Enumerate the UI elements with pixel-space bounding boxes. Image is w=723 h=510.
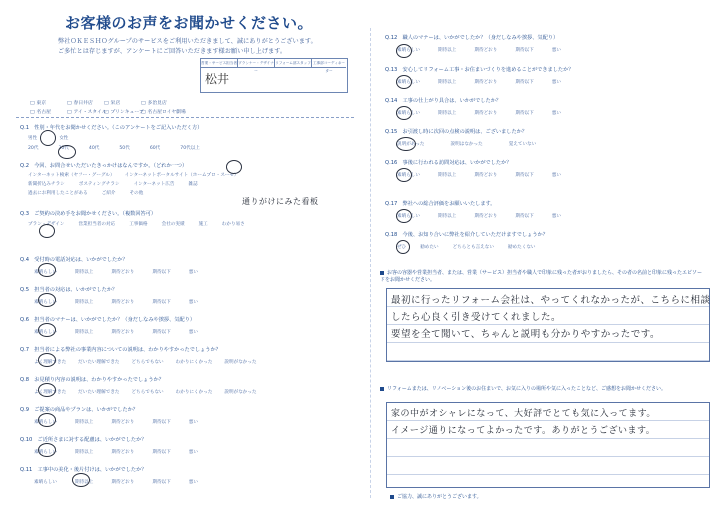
option[interactable]: 悪い: [188, 330, 198, 335]
option[interactable]: 過去にお利用したことがある: [28, 191, 88, 196]
option[interactable]: 60代: [149, 146, 161, 151]
option[interactable]: 期待以上: [437, 173, 457, 178]
store-checkbox[interactable]: □ アイ・スタイル: [67, 108, 100, 115]
option[interactable]: 素晴らしい: [34, 330, 57, 335]
question-block: [385, 200, 715, 231]
question-options: [28, 145, 360, 151]
option[interactable]: 期待以上: [437, 80, 457, 85]
option[interactable]: 説明はなかった: [450, 142, 483, 147]
question-text: Q.10 ご近所さまに対する配慮は、いかがでしたか？: [20, 437, 147, 443]
answer-circle: [58, 145, 76, 159]
option[interactable]: ご紹介: [101, 191, 116, 196]
staff-signature: 松井: [205, 72, 230, 86]
option[interactable]: その他: [129, 191, 144, 196]
option[interactable]: 素晴らしい: [397, 80, 420, 85]
question-block: [20, 376, 360, 406]
answer-circle: [38, 353, 56, 367]
question-text: Q.8 お見積り内容の説明は、わかりやすかったでしょうか？: [20, 377, 164, 383]
store-checkbox[interactable]: □ 名古屋: [30, 108, 63, 115]
question-text: Q.15 お引渡し時に次回の点検の説明は、ございましたか？: [385, 129, 528, 135]
intro-line-2: ご多忙とは存じますが、アンケートにご回答いただきます様お願い申し上げます。: [58, 48, 287, 55]
answer-circle: [396, 168, 412, 182]
question-options: [397, 213, 715, 219]
comment-1-line-3: 要望を全て聞いて、ちゃんと説明も分かりやすかったです。: [391, 329, 661, 340]
option[interactable]: 素晴らしい: [397, 111, 420, 116]
option[interactable]: 悪い: [551, 111, 561, 116]
option[interactable]: 期待以上: [74, 420, 94, 425]
store-checkbox[interactable]: □ 名古屋ロイヤ劇場: [141, 108, 174, 115]
right-questions: [385, 34, 715, 262]
stamp-col: リフォーム部スタッフ: [275, 59, 312, 68]
option[interactable]: プラン・デザイン: [28, 222, 65, 227]
intro-line-1: 弊社ＯＫＥＳＨＯグループのサービスをご利用いただきまして、誠にありがとうございます。: [58, 38, 317, 45]
question-text: Q.18 今後、お知り合いに弊社を紹介していただけますでしょうか？: [385, 232, 548, 238]
answer-circle: [40, 130, 56, 146]
option[interactable]: 期待どおり: [111, 270, 135, 275]
option[interactable]: 期待以下: [152, 270, 171, 275]
option[interactable]: 期待以下: [152, 420, 171, 425]
option[interactable]: 新聞折込みチラシ: [28, 182, 65, 187]
question-text: Q.7 担当者による弊社の事業内容についての説明は、わかりやすかったでしょうか？: [20, 347, 221, 353]
question-text: Q.13 安心してリフォーム工事・お住まいづくりを進めることができましたか？: [385, 67, 574, 73]
option[interactable]: 会社の実績: [161, 222, 185, 227]
answer-circle: [396, 209, 412, 223]
option[interactable]: わかり易さ: [221, 222, 245, 227]
option[interactable]: 30代: [58, 146, 69, 151]
comment-1-line-2: したら心良く引き受けてくれました。: [391, 312, 562, 323]
option[interactable]: 期待以下: [515, 48, 534, 53]
question-block: [20, 466, 360, 496]
question-text: Q.14 工事の仕上がり具合は、いかがでしたか？: [385, 98, 502, 104]
question-block: [20, 210, 360, 248]
option[interactable]: ぜひ: [397, 245, 407, 250]
answer-circle: [396, 106, 412, 120]
option[interactable]: インターネット広告: [133, 182, 175, 187]
question-block: [20, 316, 360, 346]
option[interactable]: どちらでもない: [131, 360, 164, 365]
stamp-col: プランナー・デザイナー: [238, 61, 274, 73]
option[interactable]: 悪い: [188, 300, 198, 305]
option[interactable]: 勧めたくない: [507, 245, 536, 250]
option[interactable]: 素晴らしい: [34, 450, 57, 455]
option[interactable]: だいたい理解できた: [78, 360, 120, 365]
option[interactable]: 素晴らしい: [34, 300, 57, 305]
store-checkbox[interactable]: □ 多治見店: [141, 99, 174, 106]
option[interactable]: 期待どおり: [474, 214, 498, 219]
question-block: [385, 34, 715, 66]
option[interactable]: 期待以上: [437, 111, 457, 116]
option[interactable]: 期待以下: [152, 300, 171, 305]
option[interactable]: 素晴らしい: [34, 480, 57, 485]
question-block: [385, 231, 715, 262]
question-block: [385, 66, 715, 97]
option[interactable]: ポスティングチラシ: [78, 182, 120, 187]
bullet-square-icon: [390, 495, 394, 499]
left-questions: [20, 124, 360, 248]
question-options: [397, 141, 715, 147]
question-text: Q.1 性別・年代をお聞かせください。（このアンケートをご記入いただく方）: [20, 125, 203, 131]
option[interactable]: インターネット検索（ヤフー・グーグル）: [28, 173, 115, 178]
comment-2-line-1: 家の中がオシャレになって、大好評でとても気に入ってます。: [391, 409, 656, 419]
option[interactable]: 期待以上: [74, 480, 94, 485]
option[interactable]: 期待以下: [152, 450, 171, 455]
option[interactable]: 期待どおり: [474, 111, 498, 116]
option[interactable]: 悪い: [551, 48, 561, 53]
option[interactable]: 素晴らしい: [34, 270, 57, 275]
store-checkbox[interactable]: □ 栄店: [104, 99, 137, 106]
question-block: [385, 159, 715, 200]
option[interactable]: 素晴らしい: [397, 173, 420, 178]
option[interactable]: 工事価格: [129, 222, 148, 227]
option[interactable]: 勧めたい: [420, 245, 439, 250]
stamp-col: 工事部コーディネーター: [312, 61, 346, 73]
option[interactable]: 50代: [119, 146, 130, 151]
staff-stamp-box: [200, 58, 348, 93]
option[interactable]: 素晴らしい: [397, 48, 420, 53]
answer-circle: [396, 137, 416, 151]
question-options: [28, 172, 360, 178]
option[interactable]: 期待どおり: [474, 173, 498, 178]
question-options: [34, 359, 360, 365]
option[interactable]: インターネットポータルサイト（ホームプロ・スーモ）: [124, 173, 239, 178]
question-text: Q.11 工事中の美化・後片付けは、いかがでしたか？: [20, 467, 147, 473]
option[interactable]: 期待以下: [152, 480, 171, 485]
option[interactable]: 40代: [88, 146, 100, 151]
answer-circle: [396, 240, 410, 254]
store-checkbox[interactable]: □ 春日井店: [67, 99, 100, 106]
question-options: [34, 329, 360, 335]
option[interactable]: どちらとも言えない: [452, 245, 494, 250]
option[interactable]: 悪い: [188, 270, 198, 275]
option[interactable]: 期待以下: [515, 173, 534, 178]
option[interactable]: 営業担当者の対応: [78, 222, 116, 227]
question-text: Q.9 ご提案の商品やプランは、いかがでしたか？: [20, 407, 138, 413]
question-text: Q.6 担当者のマナーは、いかがでしたか？（身だしなみや挨拶、気配り）: [20, 317, 196, 323]
option[interactable]: 期待以下: [515, 111, 534, 116]
option[interactable]: 施工: [198, 222, 208, 227]
option[interactable]: 期待以上: [74, 270, 94, 275]
question-text: Q.16 事後に行われる訪問対応は、いかがでしたか？: [385, 160, 512, 166]
option[interactable]: わかりにくかった: [175, 360, 213, 365]
option[interactable]: 覚えていない: [508, 142, 537, 147]
section-divider: [16, 117, 354, 118]
question-block: [385, 97, 715, 128]
option[interactable]: 女性: [59, 136, 69, 141]
option[interactable]: 70代以上: [180, 146, 200, 151]
option[interactable]: 期待以下: [515, 214, 534, 219]
option[interactable]: 期待どおり: [474, 80, 498, 85]
page-title: お客様のお声をお聞かせください。: [65, 14, 314, 32]
option[interactable]: 説明がなかった: [224, 390, 257, 395]
question-text: Q.4 受付時の電話対応は、いかがでしたか？: [20, 257, 128, 263]
bullet-square-icon: [380, 387, 384, 391]
answer-circle: [38, 293, 56, 307]
option[interactable]: 期待どおり: [111, 330, 135, 335]
question-options: [28, 135, 360, 141]
answer-circle: [38, 383, 56, 397]
answer-circle: [38, 263, 56, 277]
q2-handwritten-note: 通りがけにみた看板: [242, 197, 319, 206]
option[interactable]: よく理解できた: [34, 390, 67, 395]
footer-thanks: ご協力、誠にありがとうございます。: [390, 493, 482, 500]
answer-circle: [38, 413, 56, 427]
answer-circle: [396, 44, 412, 58]
column-divider: [370, 28, 371, 498]
question-options: [397, 172, 715, 178]
option[interactable]: 期待以上: [74, 330, 94, 335]
question-text: Q.3 ご契約の決め手をお聞かせください。（複数回答可）: [20, 211, 157, 217]
option[interactable]: 男性: [28, 136, 38, 141]
option[interactable]: よく理解できた: [34, 360, 67, 365]
comment-2-line-2: イメージ通りになってよかったです。ありがとうございます。: [391, 426, 656, 436]
option[interactable]: 期待どおり: [111, 420, 135, 425]
bullet-square-icon: [380, 271, 384, 275]
left-rating-questions: [20, 256, 360, 496]
option[interactable]: 悪い: [551, 214, 561, 219]
comment-2-label: リフォームまたは、リノベーション後のお住まいで、お気に入りの場所や気に入ったことなど、ご感想をお聞かせください。: [380, 386, 705, 393]
option[interactable]: 素晴らしい: [397, 214, 420, 219]
option[interactable]: どちらでもない: [131, 390, 164, 395]
store-checkbox[interactable]: □ プリンキューブ: [104, 108, 137, 115]
question-options: [397, 110, 715, 116]
question-block: [20, 256, 360, 286]
option[interactable]: 悪い: [551, 80, 561, 85]
option[interactable]: 悪い: [188, 420, 198, 425]
store-checkboxes: [30, 99, 240, 117]
option[interactable]: 20代: [28, 146, 39, 151]
question-options: [28, 221, 360, 227]
question-block: [20, 346, 360, 376]
answer-circle: [38, 443, 56, 457]
comment-1-box[interactable]: [386, 288, 710, 362]
question-options: [34, 449, 360, 455]
option[interactable]: 期待どおり: [474, 48, 498, 53]
stamp-col: 営業・サービス担当者: [201, 59, 238, 68]
answer-circle: [396, 75, 412, 89]
option[interactable]: 期待どおり: [111, 450, 135, 455]
option[interactable]: 期待以下: [515, 80, 534, 85]
option[interactable]: だいたい理解できた: [78, 390, 120, 395]
option[interactable]: 期待以上: [74, 450, 94, 455]
comment-2-box[interactable]: [386, 402, 710, 488]
question-block: [20, 286, 360, 316]
question-options: [34, 299, 360, 305]
answer-circle: [39, 224, 55, 238]
question-options: [397, 79, 715, 85]
question-options: [34, 419, 360, 425]
option[interactable]: 素晴らしい: [34, 420, 57, 425]
option[interactable]: 説明があった: [397, 142, 425, 147]
question-text: Q.17 弊社への総合評価をお願いいたします。: [385, 201, 496, 207]
question-text: Q.12 職人のマナーは、いかがでしたか？（身だしなみや挨拶、気配り）: [385, 35, 559, 41]
option[interactable]: 悪い: [551, 173, 561, 178]
option[interactable]: 悪い: [188, 480, 198, 485]
question-text: Q.5 担当者の対応は、いかがでしたか？: [20, 287, 118, 293]
answer-circle: [72, 473, 90, 487]
answer-circle: [226, 160, 242, 174]
option[interactable]: 期待以下: [152, 330, 171, 335]
comment-1-line-1: 最初に行ったリフォーム会社は、やってくれなかったが、こちらに相談: [391, 295, 711, 306]
option[interactable]: 悪い: [188, 450, 198, 455]
option[interactable]: 期待以上: [74, 300, 94, 305]
question-options: [34, 389, 360, 395]
question-block: [20, 436, 360, 466]
option[interactable]: 期待どおり: [111, 480, 135, 485]
option[interactable]: 雑誌: [188, 182, 198, 187]
question-text: Q.2 今回、お問合せいただいたきっかけはなんですか。（どれか一つ）: [20, 163, 188, 169]
question-options: [397, 244, 715, 250]
store-checkbox[interactable]: □ 東京: [30, 99, 63, 106]
option[interactable]: わかりにくかった: [175, 390, 213, 395]
option[interactable]: 期待以上: [437, 48, 457, 53]
question-options: [34, 269, 360, 275]
question-options: [397, 47, 715, 53]
option[interactable]: 期待どおり: [111, 300, 135, 305]
question-options: [28, 181, 360, 187]
option[interactable]: 説明がなかった: [224, 360, 257, 365]
answer-circle: [38, 323, 56, 337]
question-block: [385, 128, 715, 159]
option[interactable]: 期待以上: [437, 214, 457, 219]
question-block: [20, 406, 360, 436]
comment-1-label: お客の容器や営業担当者、または、営業（サービス）担当者や職人で印象に残った者がおりましたら、その者の名前と印象に残ったエピソードをお聞かせください。: [380, 270, 703, 283]
